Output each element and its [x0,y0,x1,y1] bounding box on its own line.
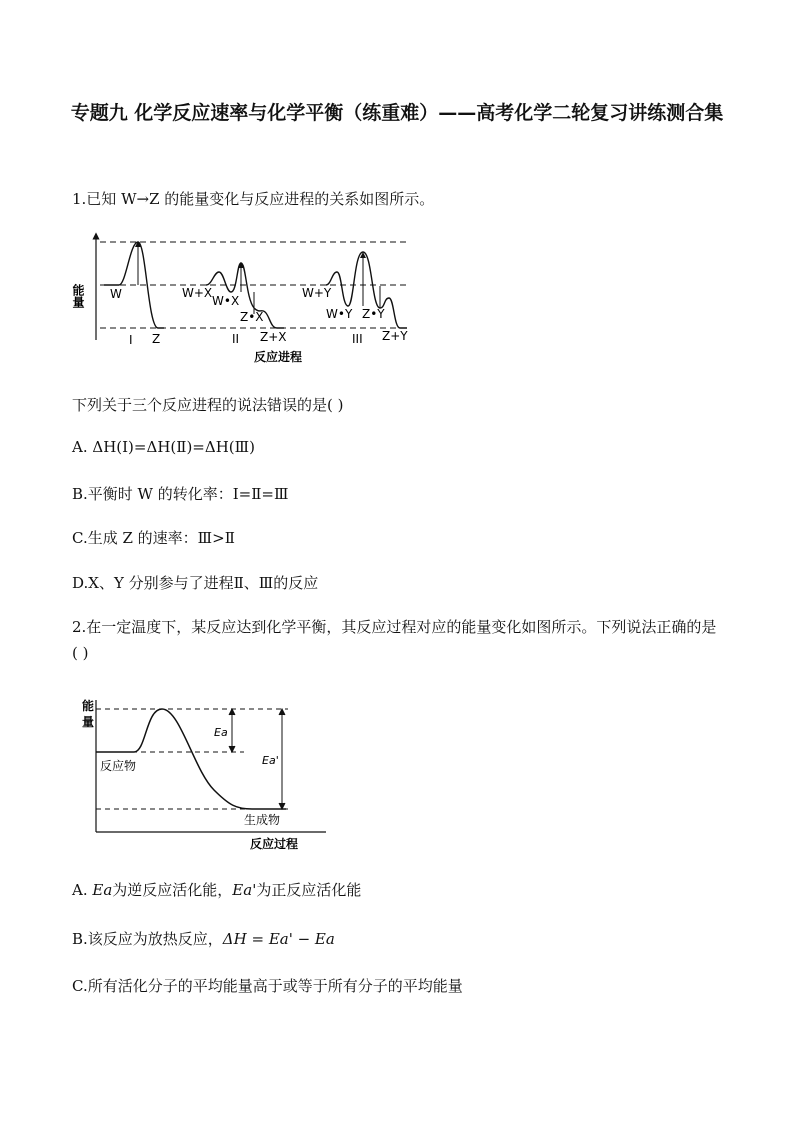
q1-label-wdoty: W•Y [326,307,353,321]
q1-label-z: Z [152,332,161,346]
q1-prompt: 下列关于三个反应进程的说法错误的是( ) [72,396,344,414]
q1-ylabel: 能量 [71,284,85,308]
q2-option-a-prefix: A. [72,881,93,899]
q2-eaprime-label: Ea' [262,754,279,767]
q1-label-iii: III [352,332,363,346]
q1-label-i: I [129,333,133,347]
q2-stem: 2.在一定温度下，某反应达到化学平衡，其反应过程对应的能量变化如图所示。下列说法正确的是( ) [72,618,717,662]
q2-product-label: 生成物 [244,813,281,827]
q2-ea-arrow-bottom [229,746,235,752]
q2-ea-arrow-top [229,709,235,715]
q2-option-c: C.所有活化分子的平均能量高于或等于所有分子的平均能量 [72,977,463,995]
q2-option-b [72,928,335,949]
q2-eaprime-arrow-top [279,709,285,715]
q1-label-wy: W+Y [302,286,332,300]
q1-label-ii: II [232,332,240,346]
q1-option-c: C.生成 Z 的速率：Ⅲ>Ⅱ [72,529,235,547]
q1-option-d: D.X、Y 分别参与了进程Ⅱ、Ⅲ的反应 [72,574,319,592]
q1-label-wdotx: W•X [212,294,240,308]
q2-option-a-eaprime: Ea' [232,881,257,899]
page-title: 专题九 化学反应速率与化学平衡（练重难）——高考化学二轮复习讲练测合集 [70,102,724,124]
q1-stem: 1.已知 W→Z 的能量变化与反应进程的关系如图所示。 [72,190,435,208]
q2-ylabel-1: 能 [82,699,95,713]
q2-option-b-prefix: B.该反应为放热反应， [72,930,223,948]
q2-ea-label: Ea [214,726,228,739]
q1-label-zdotx: Z•X [240,310,264,324]
q2-eaprime-arrow-bottom [279,803,285,809]
q1-label-w: W [110,287,122,301]
q2-reactant-label: 反应物 [100,759,137,773]
q1-label-zdoty: Z•Y [362,307,385,321]
q1-xlabel: 反应进程 [254,350,303,364]
q1-label-zy: Z+Y [382,329,408,343]
q1-option-b: B.平衡时 W 的转化率：Ⅰ=Ⅱ=Ⅲ [72,485,289,503]
q2-option-a [72,879,361,900]
q1-label-wx: W+X [182,286,213,300]
q2-option-a-mid: 为逆反应活化能， [112,881,233,899]
q1-label-zx: Z+X [260,330,287,344]
q1-option-a: A. ΔH(Ⅰ)=ΔH(Ⅱ)=ΔH(Ⅲ) [72,438,255,456]
q2-energy-diagram [74,690,334,852]
q2-option-a-suffix: 为正反应活化能 [256,881,362,899]
q1-energy-diagram [71,228,419,368]
q2-ylabel-2: 量 [82,715,95,729]
q2-xlabel: 反应过程 [250,837,299,851]
q2-option-b-formula: ΔH = Ea' − Ea [222,930,335,948]
q2-option-a-ea: Ea [92,881,113,899]
